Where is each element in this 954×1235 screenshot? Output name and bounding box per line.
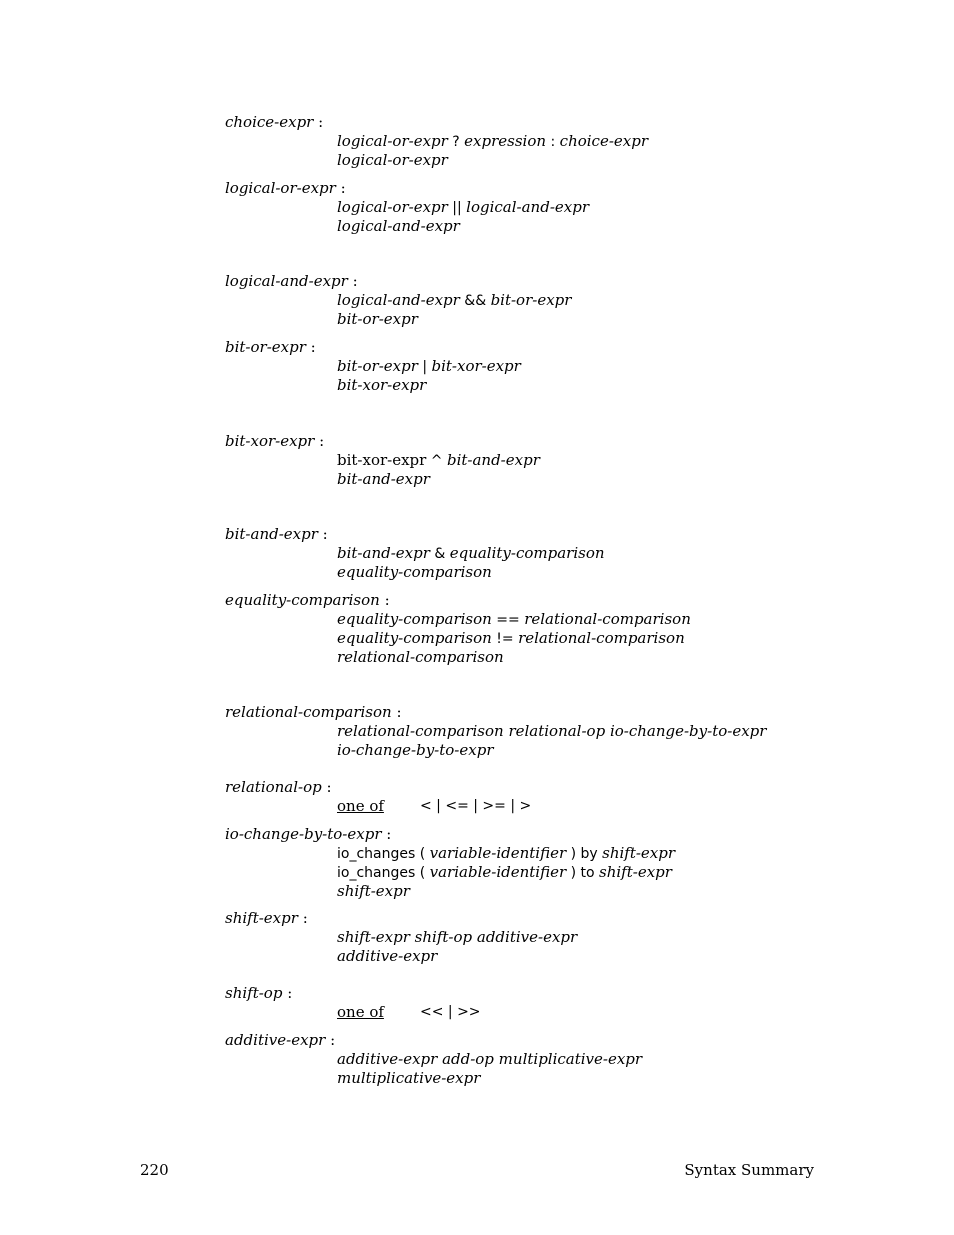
rule-alternative	[337, 291, 571, 311]
nonterminal-token: shift-expr shift-op additive-expr	[337, 928, 578, 946]
rule-lhs: bit-xor-expr :	[225, 432, 325, 450]
nonterminal-token: logical-or-expr	[337, 198, 448, 216]
nonterminal-token: shift-expr	[602, 844, 676, 862]
rule-name: bit-or-expr	[225, 338, 306, 356]
nonterminal-token: bit-or-expr	[337, 357, 418, 375]
rule-alternative	[337, 132, 648, 152]
rule-lhs: equality-comparison :	[225, 591, 390, 609]
terminal-token: ||	[447, 200, 467, 216]
nonterminal-token: shift-expr	[337, 882, 410, 900]
nonterminal-token: bit-and-expr	[337, 544, 430, 562]
rule-name: choice-expr	[225, 113, 314, 131]
terminal-token: &&	[459, 293, 491, 309]
rule-alternative	[337, 947, 437, 966]
rule-alternative	[337, 844, 675, 864]
rule-alternative	[337, 151, 448, 170]
nonterminal-token: relational-comparison relational-op io-change-by-to-expr	[337, 722, 767, 740]
rule-alternative	[337, 217, 460, 236]
nonterminal-token: equality-comparison	[337, 629, 492, 647]
rule-lhs: shift-op :	[225, 984, 293, 1002]
rule-lhs: relational-comparison :	[225, 703, 402, 721]
rule-name: bit-and-expr	[225, 525, 318, 543]
rule-lhs: choice-expr :	[225, 113, 324, 131]
nonterminal-token: bit-and-expr	[337, 470, 430, 488]
nonterminal-token: bit-xor-expr	[337, 451, 427, 469]
terminal-token: &	[429, 546, 450, 562]
terminal-token: ^	[426, 453, 447, 469]
rule-alternative	[337, 544, 605, 564]
nonterminal-token: equality-comparison	[337, 563, 492, 581]
nonterminal-token: additive-expr	[337, 947, 438, 965]
rule-name: equality-comparison	[225, 591, 380, 609]
terminal-token: ?	[447, 134, 465, 150]
terminal-token: ) by	[566, 846, 603, 862]
nonterminal-token: additive-expr add-op multiplicative-expr	[337, 1050, 643, 1068]
operator-list: < | <= | >= | >	[420, 798, 532, 814]
rule-lhs: logical-or-expr :	[225, 179, 346, 197]
rule-lhs: relational-op :	[225, 778, 332, 796]
rule-alternative	[337, 563, 492, 582]
nonterminal-token: logical-and-expr	[337, 217, 460, 235]
rule-lhs: logical-and-expr :	[225, 272, 358, 290]
rule-alternative	[337, 1069, 480, 1088]
rule-alternative	[337, 610, 691, 630]
section-title: Syntax Summary	[684, 1161, 814, 1179]
rule-alternative	[337, 198, 589, 218]
rule-name: additive-expr	[225, 1031, 326, 1049]
rule-alternative	[337, 451, 540, 471]
nonterminal-token: bit-or-expr	[490, 291, 572, 309]
nonterminal-token: expression	[464, 132, 547, 150]
nonterminal-token: bit-or-expr	[337, 310, 418, 328]
terminal-token: io_changes (	[337, 865, 430, 881]
rule-name: relational-op	[225, 778, 322, 796]
rule-name: shift-op	[225, 984, 283, 1002]
rule-name: logical-or-expr	[225, 179, 336, 197]
operator-list: << | >>	[420, 1004, 481, 1020]
rule-alternative	[337, 357, 521, 377]
rule-lhs: shift-expr :	[225, 909, 308, 927]
nonterminal-token: relational-comparison	[524, 610, 691, 628]
rule-name: logical-and-expr	[225, 272, 348, 290]
nonterminal-token: bit-and-expr	[446, 451, 540, 469]
terminal-token: ==	[491, 612, 525, 628]
nonterminal-token: relational-comparison	[518, 629, 685, 647]
rule-alternative	[337, 648, 504, 667]
rule-alternative	[337, 310, 418, 329]
nonterminal-token: logical-or-expr	[337, 132, 448, 150]
terminal-token: io_changes (	[337, 846, 430, 862]
rule-alternative	[337, 376, 426, 395]
nonterminal-token: multiplicative-expr	[337, 1069, 481, 1087]
rule-lhs: bit-or-expr :	[225, 338, 316, 356]
nonterminal-token: equality-comparison	[337, 610, 492, 628]
nonterminal-token: logical-and-expr	[466, 198, 589, 216]
rule-lhs: additive-expr :	[225, 1031, 336, 1049]
rule-name: shift-expr	[225, 909, 298, 927]
terminal-token: ) to	[566, 865, 600, 881]
rule-name: bit-xor-expr	[225, 432, 315, 450]
nonterminal-token: variable-identifier	[429, 863, 567, 881]
rule-alternative	[337, 863, 672, 883]
rule-alternative	[337, 470, 430, 489]
nonterminal-token: logical-or-expr	[337, 151, 448, 169]
one-of-label: one of	[337, 797, 384, 815]
rule-alternative	[337, 882, 410, 901]
nonterminal-token: bit-xor-expr	[431, 357, 521, 375]
rule-lhs: bit-and-expr :	[225, 525, 328, 543]
nonterminal-token: choice-expr	[559, 132, 649, 150]
terminal-token: !=	[491, 631, 519, 647]
nonterminal-token: io-change-by-to-expr	[337, 741, 494, 759]
nonterminal-token: logical-and-expr	[337, 291, 460, 309]
rule-lhs: io-change-by-to-expr :	[225, 825, 392, 843]
rule-alternative	[337, 1050, 642, 1069]
nonterminal-token: bit-xor-expr	[337, 376, 427, 394]
rule-alternative	[337, 928, 577, 947]
nonterminal-token: relational-comparison	[337, 648, 504, 666]
rule-name: io-change-by-to-expr	[225, 825, 382, 843]
rule-alternative	[337, 741, 494, 760]
nonterminal-token: variable-identifier	[429, 844, 567, 862]
terminal-token: |	[417, 359, 432, 375]
terminal-token: :	[546, 134, 560, 150]
nonterminal-token: shift-expr	[599, 863, 672, 881]
one-of-label: one of	[337, 1003, 384, 1021]
rule-alternative	[337, 722, 766, 741]
rule-name: relational-comparison	[225, 703, 392, 721]
rule-alternative	[337, 629, 685, 649]
page-number: 220	[140, 1161, 169, 1179]
nonterminal-token: equality-comparison	[449, 544, 605, 562]
